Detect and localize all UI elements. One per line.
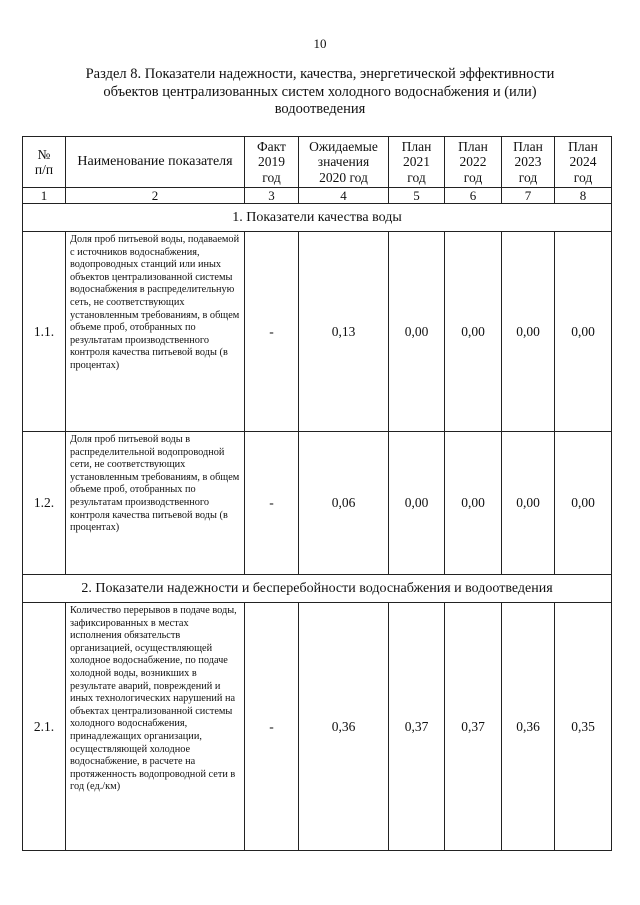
column-number: 7 [502, 188, 555, 204]
indicator-name: Доля проб питьевой воды, подаваемой с источников водоснабжения, водопроводных станций или иных объектов централизованной системы водоснабжения в распределительную сеть, не соответствующих установленным требованиям, в общем объеме проб, отобранных по результатам производственного контроля качества питьевой воды (в процентах) [66, 232, 245, 432]
header-name: Наименование показателя [66, 137, 245, 188]
fact-value: - [245, 432, 299, 575]
title-line: Раздел 8. Показатели надежности, качества, энергетической эффективности [85, 66, 555, 82]
table-row [23, 432, 612, 575]
row-number: 1.1. [23, 232, 66, 432]
plan-2023-value: 0,00 [502, 232, 555, 432]
section-row [23, 575, 612, 603]
plan-2023-value: 0,00 [502, 432, 555, 575]
plan-2024-value: 0,35 [555, 603, 612, 851]
column-number: 4 [299, 188, 389, 204]
table-row [23, 603, 612, 851]
header-plan-2021: План 2021 год [389, 137, 445, 188]
indicator-name: Доля проб питьевой воды в распределительной водопроводной сети, не соответствующих установленным требованиям, в общем объеме проб, отобранных по результатам производственного контроля качества питьевой воды (в процентах) [66, 432, 245, 575]
plan-2022-value: 0,00 [445, 232, 502, 432]
plan-2021-value: 0,00 [389, 432, 445, 575]
page-number: 10 [313, 36, 327, 51]
plan-2021-value: 0,00 [389, 232, 445, 432]
section-title-cell: 2. Показатели надежности и бесперебойности водоснабжения и водоотведения [23, 575, 612, 603]
column-number: 6 [445, 188, 502, 204]
plan-2023-value: 0,36 [502, 603, 555, 851]
plan-2021-value: 0,37 [389, 603, 445, 851]
indicator-name: Количество перерывов в подаче воды, зафиксированных в местах исполнения обязательств организацией, осуществляющей холодное водоснабжение, по подаче холодной воды, возникших в результате аварий, повреждений и иных технологических нарушений на объектах централизованной системы холодного водоснабжения, принадлежащих организации, осуществляющей холодное водоснабжение, в расчете на протяженность водопроводной сети в год (ед./км) [66, 603, 245, 851]
indicators-table [22, 136, 612, 851]
header-expected: Ожидаемые значения 2020 год [299, 137, 389, 188]
header-plan-2022: План 2022 год [445, 137, 502, 188]
row-number: 2.1. [23, 603, 66, 851]
plan-2022-value: 0,37 [445, 603, 502, 851]
expected-value: 0,13 [299, 232, 389, 432]
header-plan-2023: План 2023 год [502, 137, 555, 188]
column-numbers-row [23, 188, 612, 204]
column-number: 8 [555, 188, 612, 204]
plan-2022-value: 0,00 [445, 432, 502, 575]
plan-2024-value: 0,00 [555, 232, 612, 432]
table-row [23, 232, 612, 432]
header-num: № п/п [23, 137, 66, 188]
plan-2024-value: 0,00 [555, 432, 612, 575]
row-number: 1.2. [23, 432, 66, 575]
column-number: 5 [389, 188, 445, 204]
fact-value: - [245, 603, 299, 851]
section-title-cell: 1. Показатели качества воды [23, 204, 612, 232]
header-plan-2024: План 2024 год [555, 137, 612, 188]
column-number: 1 [23, 188, 66, 204]
section-title [40, 66, 600, 119]
column-number: 2 [66, 188, 245, 204]
expected-value: 0,36 [299, 603, 389, 851]
expected-value: 0,06 [299, 432, 389, 575]
column-number: 3 [245, 188, 299, 204]
section-row [23, 204, 612, 232]
fact-value: - [245, 232, 299, 432]
title-line: объектов централизованных систем холодного водоснабжения и (или) [103, 83, 537, 100]
title-line: водоотведения [274, 101, 366, 117]
table-header-row [23, 137, 612, 188]
header-fact: Факт 2019 год [245, 137, 299, 188]
